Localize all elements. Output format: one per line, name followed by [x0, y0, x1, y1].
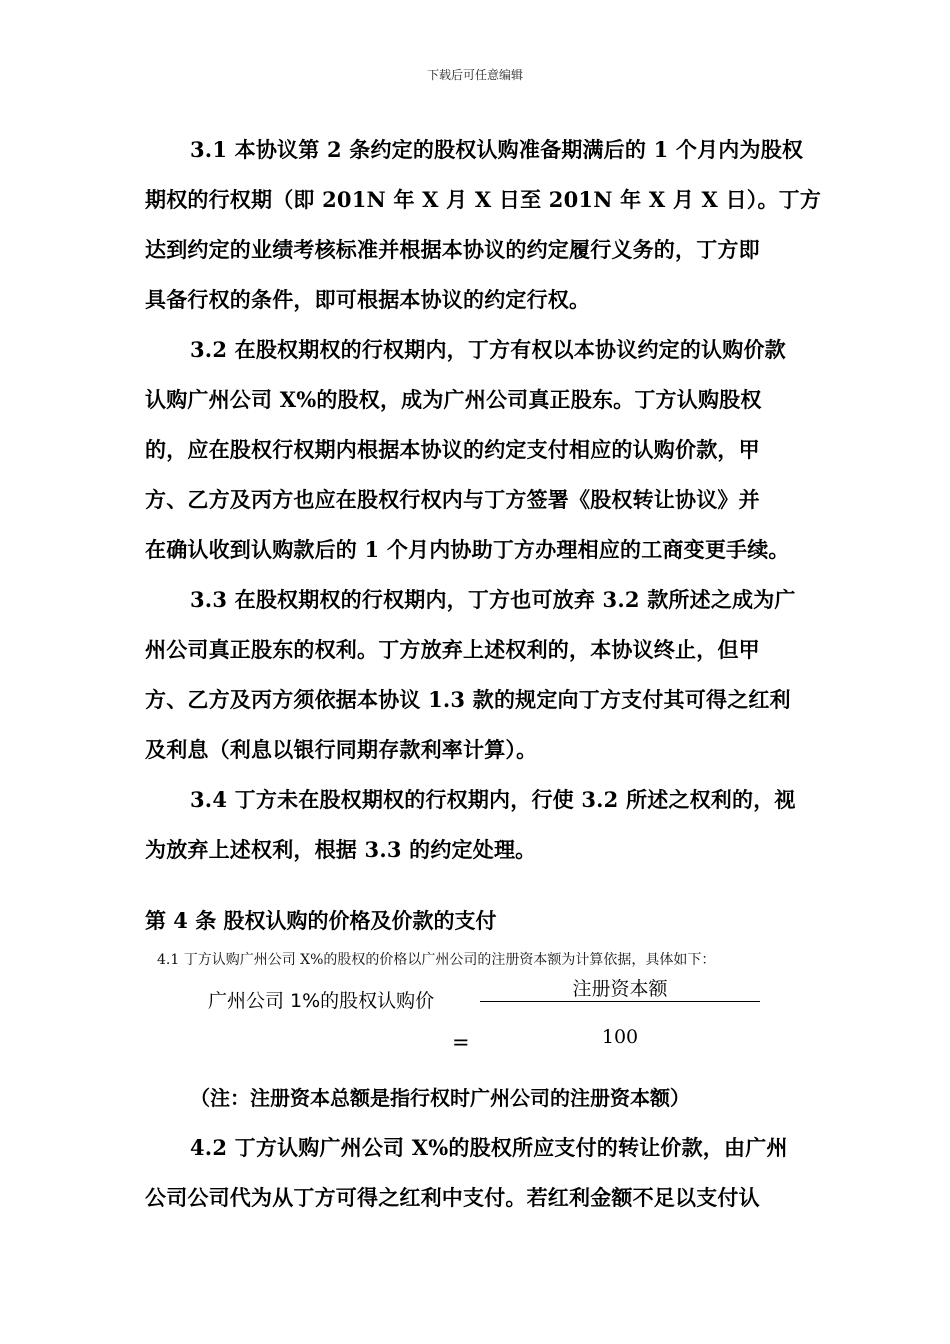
- formula-label: 广州公司 1%的股权认购价: [208, 990, 435, 1012]
- section-4-heading: 第 4 条 股权认购的价格及价款的支付: [145, 908, 497, 933]
- body-line: 具备行权的条件，即可根据本协议的约定行权。: [145, 287, 591, 312]
- body-line: 的，应在股权行权期内根据本协议的约定支付相应的认购价款，甲: [145, 437, 760, 462]
- fraction-bar: [480, 1001, 760, 1002]
- body-line: 为放弃上述权利，根据 3.3 的约定处理。: [145, 837, 537, 862]
- body-line: 认购广州公司 X%的股权，成为广州公司真正股东。丁方认购股权: [145, 387, 762, 412]
- clause-4-1-text: 4.1 丁方认购广州公司 X%的股权的价格以广州公司的注册资本额为计算依据，具体如下：: [157, 952, 716, 968]
- body-line: 方、乙方及丙方须依据本协议 1.3 款的规定向丁方支付其可得之红利: [145, 687, 791, 712]
- body-line: 在确认收到认购款后的 1 个月内协助丁方办理相应的工商变更手续。: [145, 537, 790, 562]
- body-line: 3.1 本协议第 2 条约定的股权认购准备期满后的 1 个月内为股权: [190, 137, 804, 162]
- formula-denominator: 100: [601, 1026, 639, 1048]
- body-line: 4.2 丁方认购广州公司 X%的股权所应支付的转让价款，由广州: [190, 1135, 788, 1160]
- body-line: 期权的行权期（即 201N 年 X 月 X 日至 201N 年 X 月 X 日）。丁方: [145, 187, 822, 212]
- body-line: 及利息（利息以银行同期存款利率计算）。: [145, 737, 538, 762]
- body-line: 3.2 在股权期权的行权期内，丁方有权以本协议约定的认购价款: [190, 337, 786, 362]
- formula-note: （注：注册资本总额是指行权时广州公司的注册资本额）: [190, 1086, 690, 1110]
- body-line: 方、乙方及丙方也应在股权行权内与丁方签署《股权转让协议》并: [145, 487, 760, 512]
- body-line: 达到约定的业绩考核标准并根据本协议的约定履行义务的，丁方即: [145, 237, 760, 262]
- formula-equals: =: [452, 1030, 470, 1054]
- page-header: 下载后可任意编辑: [426, 68, 523, 82]
- body-line: 公司公司代为从丁方可得之红利中支付。若红利金额不足以支付认: [145, 1185, 760, 1210]
- body-line: 3.3 在股权期权的行权期内，丁方也可放弃 3.2 款所述之成为广: [190, 587, 796, 612]
- body-line: 州公司真正股东的权利。丁方放弃上述权利的，本协议终止，但甲: [145, 637, 760, 662]
- body-line: 3.4 丁方未在股权期权的行权期内，行使 3.2 所述之权利的，视: [190, 787, 796, 812]
- formula-numerator: 注册资本额: [572, 978, 668, 1000]
